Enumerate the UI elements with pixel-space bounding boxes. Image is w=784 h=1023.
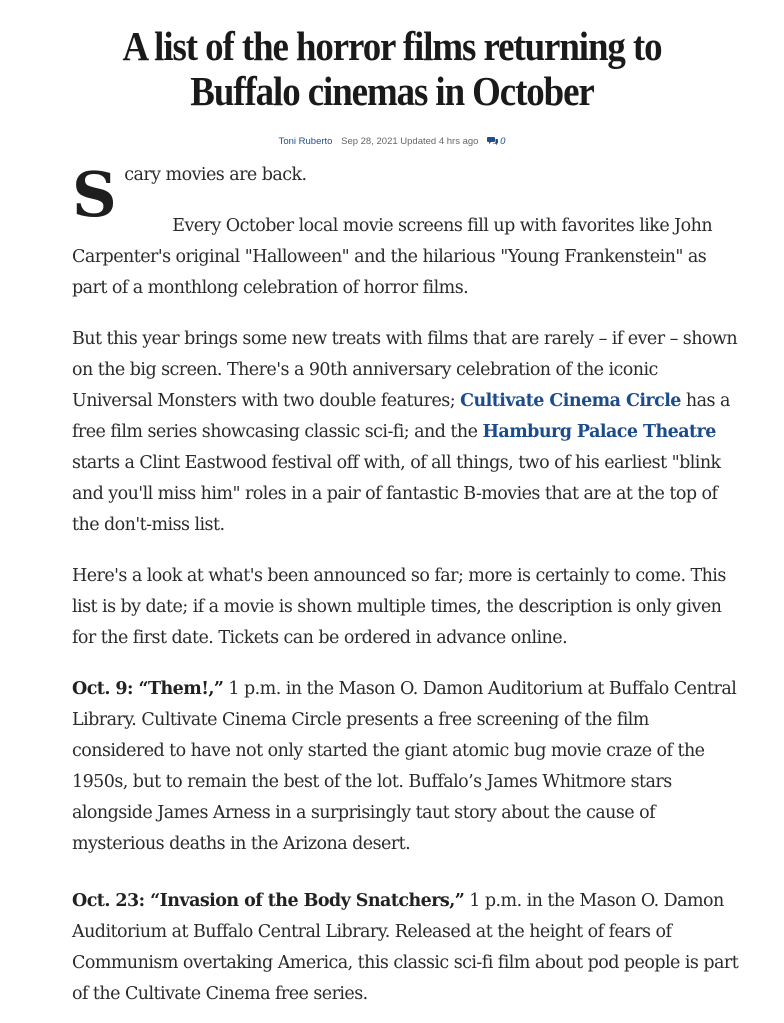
- article-body: [0, 160, 784, 1010]
- paragraph-2-text-a: But this year brings some new treats with films that are rarely – if ever – shown on the big screen. There's a 90th anniversary celebration of the iconic Universal Monsters with two double features;: [72, 329, 738, 411]
- dropcap: S: [72, 158, 117, 231]
- paragraph-2: [72, 324, 740, 541]
- comment-count: 0: [500, 136, 506, 147]
- listing-heading: Oct. 9: “Them!,”: [72, 679, 224, 699]
- paragraph-2-text-b: has a free film series showcasing classic sci-fi; and the: [72, 391, 730, 442]
- listing-body: 1 p.m. in the Mason O. Damon Auditorium at Buffalo Central Library. Cultivate Cinema Circle presents a free screening of the film considered to have not only started the giant atomic bug movie craze of the 1950s, but to remain the best of the lot. Buffalo’s James Whitmore stars alongside James Arness in a surprisingly taut story about the cause of mysterious deaths in the Arizona desert.: [72, 679, 737, 854]
- article-headline: A list of the horror films returning to Buffalo cinemas in October: [122, 23, 662, 114]
- paragraph-3: Here's a look at what's been announced so far; more is certainly to come. This list is by date; if a movie is shown multiple times, the description is only given for the first date. Tickets can be ordered in advance online.: [72, 566, 726, 648]
- listing-oct-23: [72, 886, 740, 1010]
- byline: [0, 136, 784, 150]
- updated-time: Updated 4 hrs ago: [400, 136, 479, 147]
- paragraph-1: Every October local movie screens fill up with favorites like John Carpenter's original "Halloween" and the hilarious "Young Frankenstein" as part of a monthlong celebration of horror films.: [72, 216, 713, 298]
- author-link[interactable]: Toni Ruberto: [278, 136, 333, 147]
- lead-block: [72, 160, 740, 304]
- hamburg-palace-theatre-link[interactable]: Hamburg Palace Theatre: [482, 422, 716, 442]
- listing-oct-9: [72, 674, 740, 860]
- comments-link[interactable]: [487, 136, 505, 147]
- comments-icon: [487, 136, 498, 148]
- publish-date: Sep 28, 2021: [341, 136, 398, 147]
- listing-heading: Oct. 23: “Invasion of the Body Snatchers,”: [72, 891, 465, 911]
- cultivate-cinema-circle-link[interactable]: Cultivate Cinema Circle: [460, 391, 681, 411]
- listing-body: 1 p.m. in the Mason O. Damon Auditorium at Buffalo Central Library. Released at the height of fears of Communism overtaking America, this classic sci-fi film about pod people is part of the Cultivate Cinema free series.: [72, 891, 739, 1004]
- paragraph-2-text-c: starts a Clint Eastwood festival off with, of all things, two of his earliest "blink and you'll miss him" roles in a pair of fantastic B-movies that are at the top of the don't-miss list.: [72, 453, 721, 535]
- lead-paragraph: cary movies are back.: [124, 165, 307, 185]
